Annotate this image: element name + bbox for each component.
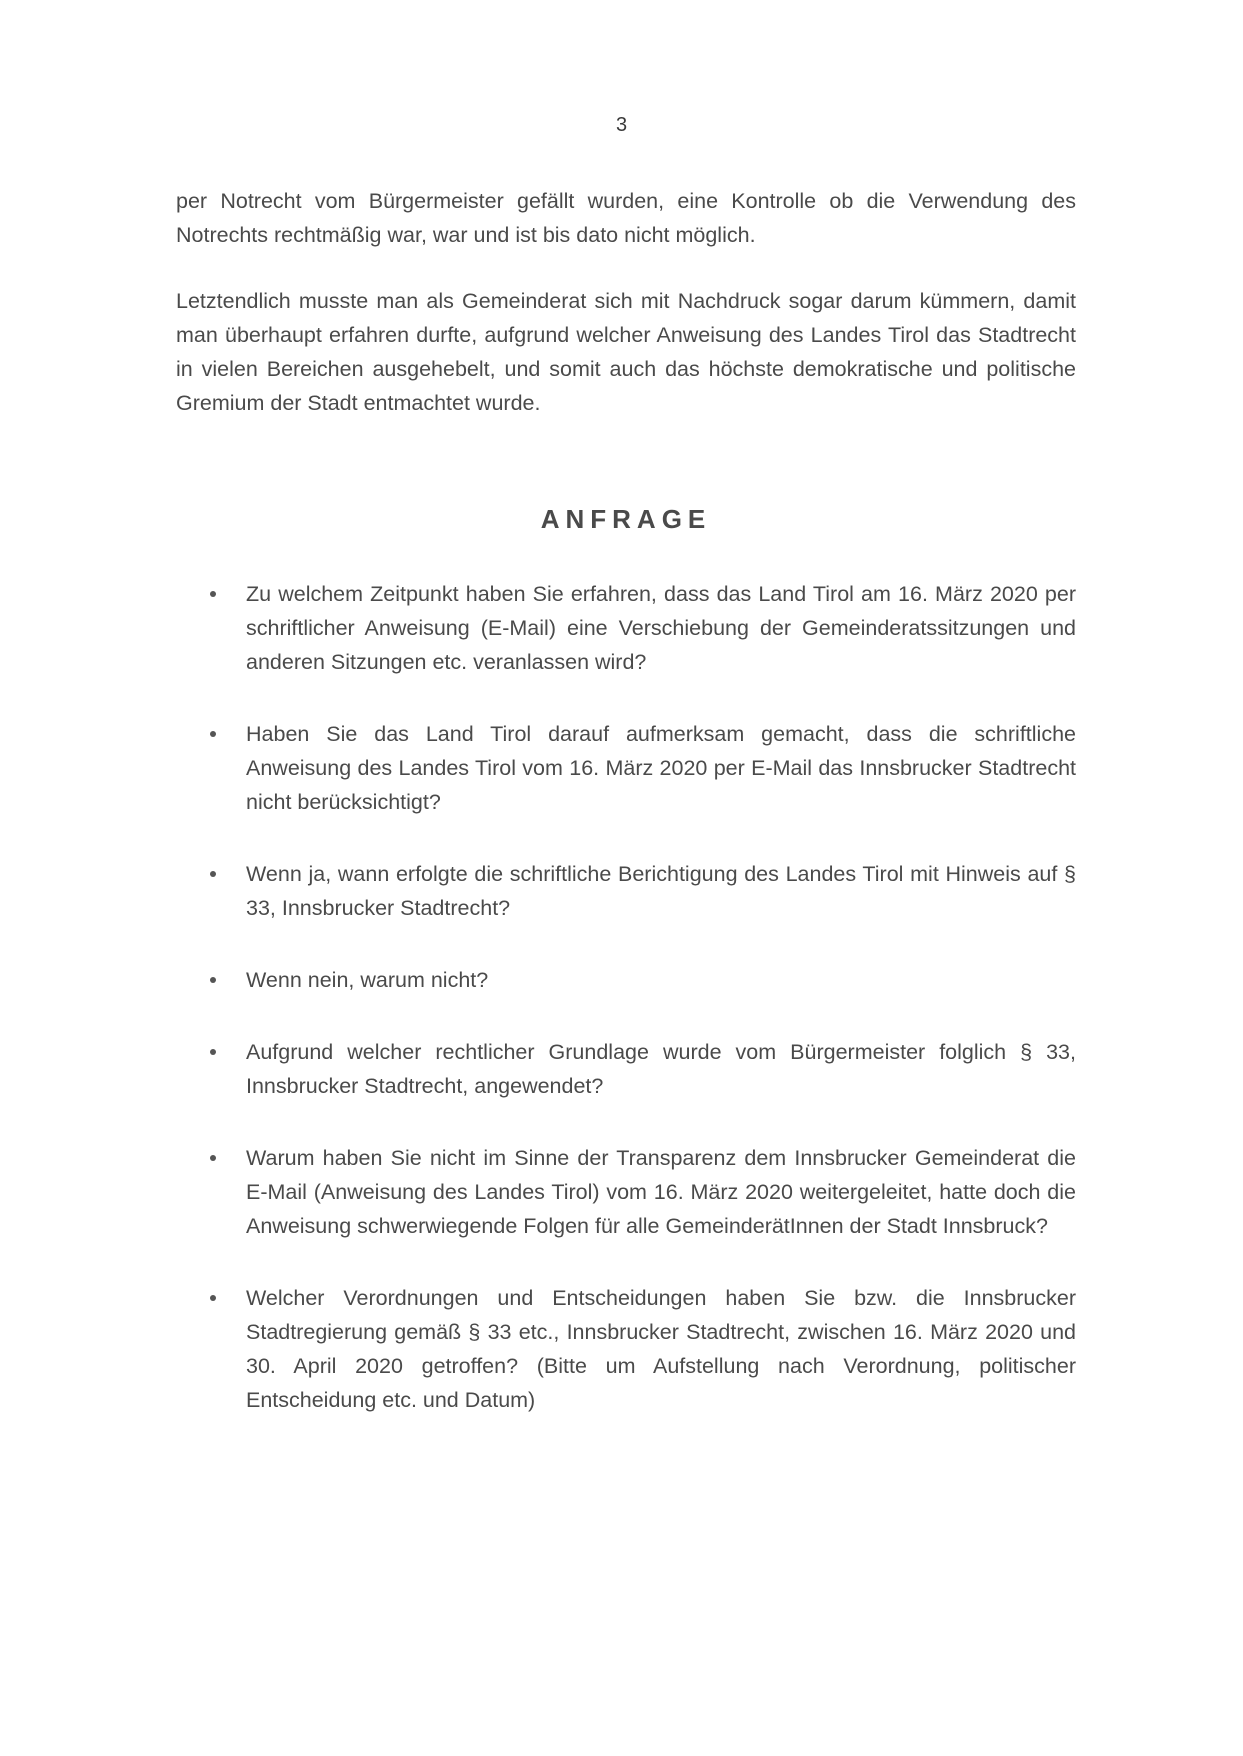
bullet-icon xyxy=(210,591,216,597)
bullet-icon xyxy=(210,977,216,983)
question-item xyxy=(246,577,1076,679)
section-heading: ANFRAGE xyxy=(540,504,712,534)
question-item xyxy=(246,717,1076,819)
bullet-icon xyxy=(210,1295,216,1301)
question-text: Wenn ja, wann erfolgte die schriftliche Berichtigung des Landes Tirol mit Hinweis auf § 33, Innsbrucker Stadtrecht? xyxy=(246,862,1076,920)
question-list xyxy=(176,577,1076,1417)
paragraph: Letztendlich musste man als Gemeinderat sich mit Nachdruck sogar darum kümmern, damit man überhaupt erfahren durfte, aufgrund welcher Anweisung des Landes Tirol das Stadtrecht in vielen Bereichen ausgehebelt, und somit auch das höchste demokratische und politische Gremium der Stadt entmachtet wurde. xyxy=(176,289,1076,415)
question-text: Zu welchem Zeitpunkt haben Sie erfahren, dass das Land Tirol am 16. März 2020 per schriftlicher Anweisung (E-Mail) eine Verschiebung der Gemeinderatssitzungen und anderen Sitzungen etc. veranlassen wird? xyxy=(246,582,1076,674)
question-item xyxy=(246,857,1076,925)
paragraph: per Notrecht vom Bürgermeister gefällt wurden, eine Kontrolle ob die Verwendung des Notrechts rechtmäßig war, war und ist bis dato nicht möglich. xyxy=(176,189,1076,247)
page-content xyxy=(176,184,1076,1455)
question-item xyxy=(246,1035,1076,1103)
question-text: Haben Sie das Land Tirol darauf aufmerksam gemacht, dass die schriftliche Anweisung des Landes Tirol vom 16. März 2020 per E-Mail das Innsbrucker Stadtrecht nicht berücksichtigt? xyxy=(246,722,1076,814)
page-number: 3 xyxy=(615,114,628,136)
question-text: Welcher Verordnungen und Entscheidungen haben Sie bzw. die Innsbrucker Stadtregierung gemäß § 33 etc., Innsbrucker Stadtrecht, zwischen 16. März 2020 und 30. April 2020 getroffen? (Bitte um Aufstellung nach Verordnung, politischer Entscheidung etc. und Datum) xyxy=(246,1286,1076,1412)
question-text: Wenn nein, warum nicht? xyxy=(246,968,489,992)
bullet-icon xyxy=(210,1155,216,1161)
bullet-icon xyxy=(210,731,216,737)
question-item xyxy=(246,963,1076,997)
question-item xyxy=(246,1281,1076,1417)
question-text: Aufgrund welcher rechtlicher Grundlage wurde vom Bürgermeister folglich § 33, Innsbrucker Stadtrecht, angewendet? xyxy=(246,1040,1076,1098)
question-text: Warum haben Sie nicht im Sinne der Transparenz dem Innsbrucker Gemeinderat die E-Mail (Anweisung des Landes Tirol) vom 16. März 2020 weitergeleitet, hatte doch die Anweisung schwerwiegende Folgen für alle GemeinderätInnen der Stadt Innsbruck? xyxy=(246,1146,1076,1238)
question-item xyxy=(246,1141,1076,1243)
bullet-icon xyxy=(210,1049,216,1055)
bullet-icon xyxy=(210,871,216,877)
